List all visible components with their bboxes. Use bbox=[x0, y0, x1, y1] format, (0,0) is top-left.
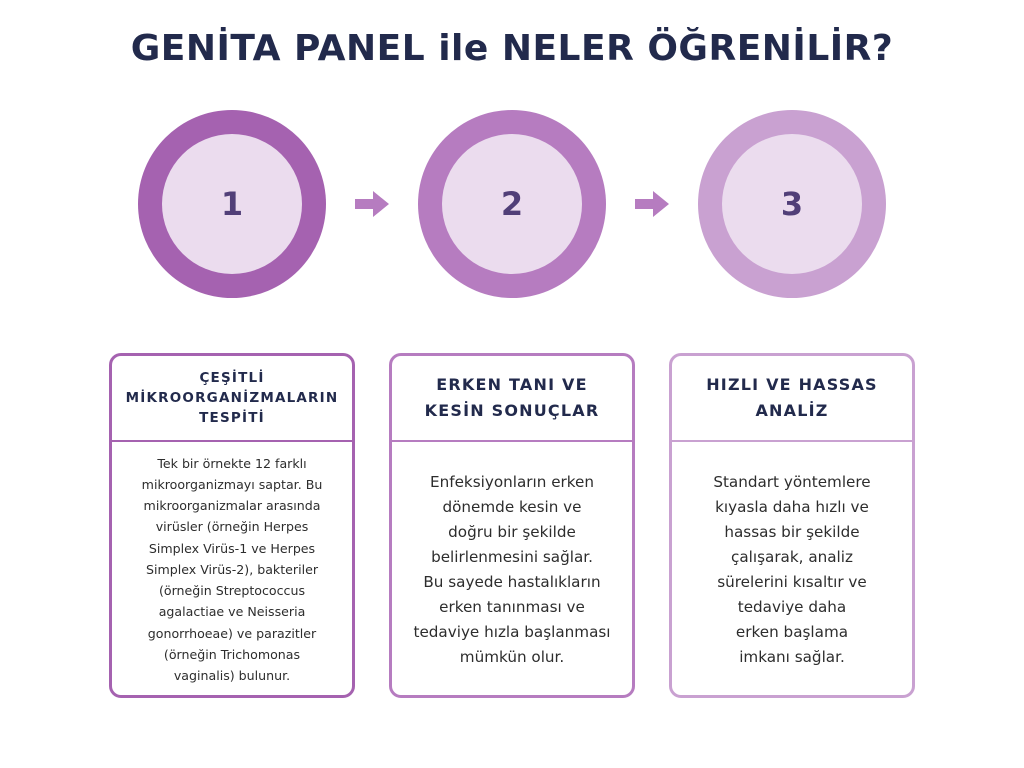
step-circle-inner bbox=[162, 134, 302, 274]
card-description: Tek bir örnekte 12 farklı mikroorganizmayı saptar. Bu mikroorganizmalar arasında virüsler (örneğin Herpes Simplex Virüs-1 ve Herpes Simplex Virüs-2), bakteriler (örneğin Streptococcus agalactiae ve Neisseria gonorrhoeae) ve parazitler (örneğin Trichomonas vaginalis) bulunur. bbox=[141, 455, 323, 683]
page-title: GENİTA PANEL ile NELER ÖĞRENİLİR? bbox=[130, 28, 894, 69]
step-number: 1 bbox=[220, 185, 244, 223]
card-description: Enfeksiyonların erken dönemde kesin ve doğru bir şekilde belirlenmesini sağlar. Bu sayede hastalıkların erken tanınması ve tedaviye hızla başlanması mümkün olur. bbox=[413, 472, 611, 666]
card-header bbox=[672, 356, 912, 442]
step-number: 2 bbox=[500, 185, 524, 223]
card-body bbox=[392, 444, 632, 695]
step-circle-inner bbox=[442, 134, 582, 274]
step-circle-3 bbox=[698, 110, 886, 298]
card-body bbox=[112, 444, 352, 695]
step-circle-inner bbox=[722, 134, 862, 274]
card-title: HIZLI VE HASSAS ANALİZ bbox=[706, 375, 878, 420]
arrow-right-icon bbox=[635, 191, 669, 217]
card-header bbox=[112, 356, 352, 442]
card-title: ÇEŞİTLİ MİKROORGANİZMALARIN TESPİTİ bbox=[125, 370, 339, 426]
step-circle-2 bbox=[418, 110, 606, 298]
card-body bbox=[672, 444, 912, 695]
card-description: Standart yöntemlere kıyasla daha hızlı ve hassas bir şekilde çalışarak, analiz sürelerini kısaltır ve tedaviye daha erken başlama imkanı sağlar. bbox=[713, 472, 871, 666]
card-title: ERKEN TANI VE KESİN SONUÇLAR bbox=[424, 375, 600, 420]
step-circle-1 bbox=[138, 110, 326, 298]
info-card-1 bbox=[109, 353, 355, 698]
card-header bbox=[392, 356, 632, 442]
info-card-2 bbox=[389, 353, 635, 698]
step-number: 3 bbox=[780, 185, 804, 223]
arrow-right-icon bbox=[355, 191, 389, 217]
info-card-3 bbox=[669, 353, 915, 698]
